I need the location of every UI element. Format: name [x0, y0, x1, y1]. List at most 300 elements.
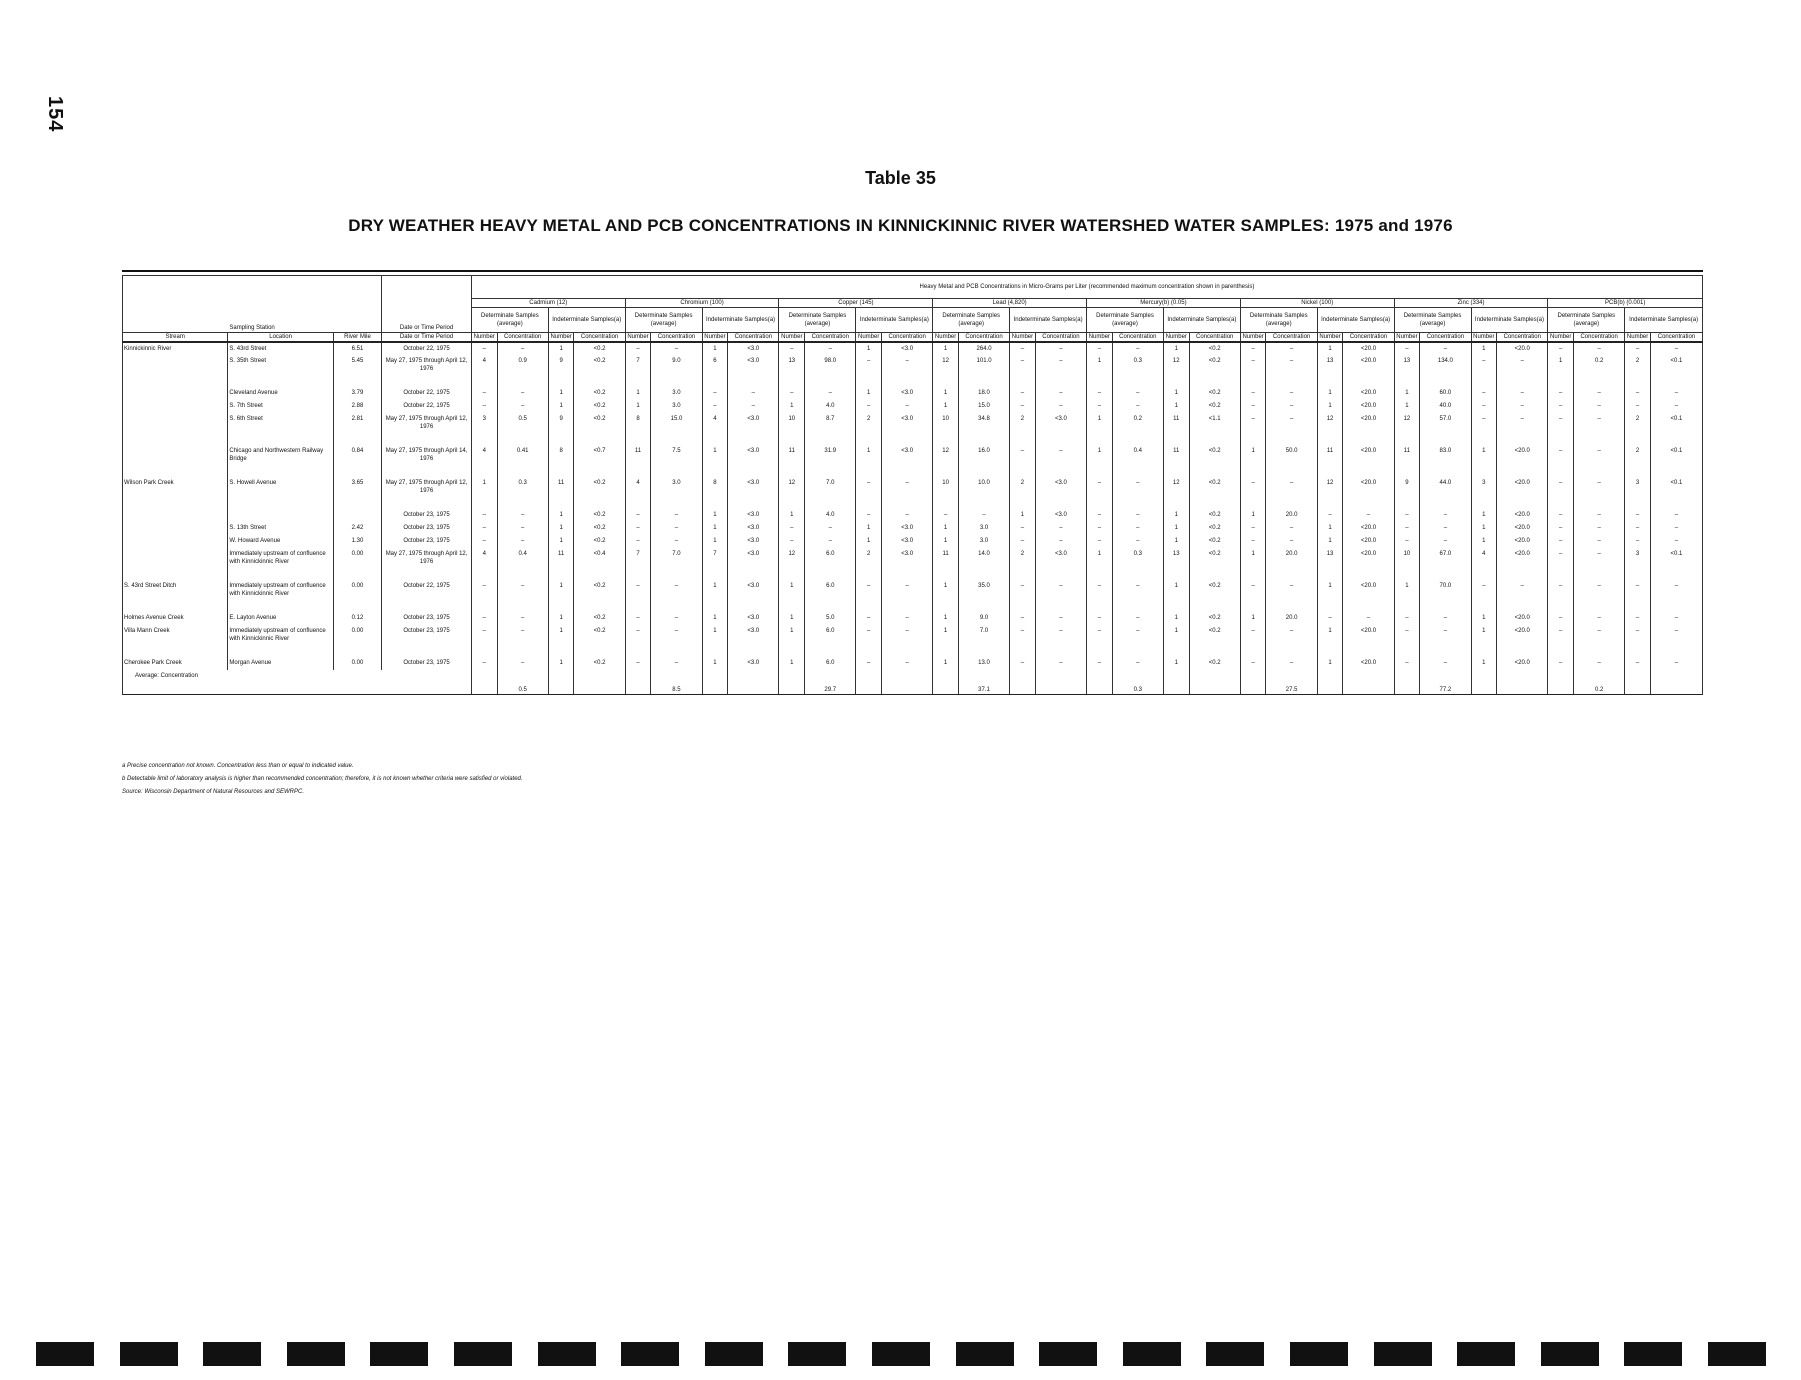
value-cell: –: [1548, 612, 1574, 625]
number-col-header: Number: [779, 333, 805, 343]
value-cell: 3: [1625, 477, 1651, 509]
value-cell: <0.2: [574, 509, 625, 522]
concentration-col-header: Concentration: [1343, 333, 1394, 343]
value-cell: 1: [1471, 509, 1497, 522]
table-row: [123, 355, 1703, 387]
average-value-cell: [625, 670, 651, 695]
average-value-cell: [1163, 670, 1189, 695]
value-cell: <3.0: [882, 387, 933, 400]
average-value-cell: [1625, 670, 1651, 695]
value-cell: 0.2: [1574, 355, 1625, 387]
value-cell: <20.0: [1343, 625, 1394, 657]
value-cell: –: [1650, 509, 1702, 522]
value-cell: 1: [1548, 355, 1574, 387]
value-cell: <0.2: [1189, 509, 1240, 522]
value-cell: 12: [1317, 413, 1343, 445]
value-cell: 31.9: [805, 445, 856, 477]
value-cell: 12: [933, 355, 959, 387]
value-cell: 44.0: [1420, 477, 1471, 509]
concentration-col-header: Concentration: [882, 333, 933, 343]
value-cell: 83.0: [1420, 445, 1471, 477]
value-cell: –: [1266, 535, 1317, 548]
value-cell: <3.0: [1035, 548, 1086, 580]
period-cell: May 27, 1975 through April 12, 1976: [382, 355, 472, 387]
value-cell: 6.0: [805, 657, 856, 670]
footnotes: [122, 760, 523, 799]
value-cell: <20.0: [1497, 509, 1548, 522]
value-cell: –: [1625, 580, 1651, 612]
value-cell: <20.0: [1497, 535, 1548, 548]
value-cell: –: [805, 535, 856, 548]
value-cell: 1: [1471, 522, 1497, 535]
value-cell: –: [1625, 509, 1651, 522]
river-mile-col-header: River Mile: [333, 333, 381, 343]
value-cell: –: [1266, 400, 1317, 413]
value-cell: <0.2: [574, 535, 625, 548]
indeterminate-samples-header: Indeterminate Samples(a): [1010, 308, 1087, 333]
value-cell: –: [1574, 387, 1625, 400]
value-cell: –: [1112, 400, 1163, 413]
stream-cell: [123, 355, 228, 387]
value-cell: –: [1420, 657, 1471, 670]
value-cell: <20.0: [1497, 612, 1548, 625]
value-cell: 1: [1163, 522, 1189, 535]
data-table: [122, 275, 1703, 695]
value-cell: –: [1266, 387, 1317, 400]
value-cell: 1: [1394, 580, 1420, 612]
value-cell: –: [1087, 387, 1113, 400]
location-cell: Cleveland Avenue: [228, 387, 333, 400]
value-cell: 1: [702, 342, 728, 355]
stream-cell: [123, 548, 228, 580]
value-cell: 1: [933, 657, 959, 670]
value-cell: –: [1574, 535, 1625, 548]
value-cell: <0.1: [1650, 413, 1702, 445]
value-cell: 3.0: [651, 387, 702, 400]
value-cell: –: [1650, 522, 1702, 535]
value-cell: 1: [1471, 342, 1497, 355]
value-cell: –: [1343, 612, 1394, 625]
value-cell: <0.2: [1189, 387, 1240, 400]
concentration-col-header: Concentration: [805, 333, 856, 343]
determinate-samples-header: Determinate Samples (average): [1394, 308, 1471, 333]
value-cell: –: [882, 477, 933, 509]
value-cell: <20.0: [1343, 522, 1394, 535]
value-cell: 12: [779, 477, 805, 509]
value-cell: 4.0: [805, 509, 856, 522]
value-cell: –: [625, 522, 651, 535]
location-cell: S. 13th Street: [228, 522, 333, 535]
value-cell: <0.2: [1189, 400, 1240, 413]
value-cell: –: [882, 625, 933, 657]
stream-cell: Wilson Park Creek: [123, 477, 228, 509]
value-cell: –: [856, 400, 882, 413]
value-cell: 3.0: [651, 400, 702, 413]
period-col-header: Date or Time Period: [382, 333, 472, 343]
river-mile-cell: 3.79: [333, 387, 381, 400]
average-value-cell: 77.2: [1420, 670, 1471, 695]
value-cell: –: [1010, 535, 1036, 548]
value-cell: –: [471, 625, 497, 657]
concentration-col-header: Concentration: [1497, 333, 1548, 343]
value-cell: <0.2: [574, 580, 625, 612]
value-cell: 15.0: [958, 400, 1009, 413]
value-cell: –: [1548, 387, 1574, 400]
average-value-cell: 29.7: [805, 670, 856, 695]
value-cell: –: [1650, 657, 1702, 670]
source-note: Source: Wisconsin Department of Natural Resources and SEWRPC.: [122, 789, 305, 795]
value-cell: <3.0: [882, 535, 933, 548]
value-cell: 1: [856, 522, 882, 535]
average-value-cell: 27.5: [1266, 670, 1317, 695]
average-value-cell: [1343, 670, 1394, 695]
value-cell: <0.1: [1650, 355, 1702, 387]
value-cell: 1: [471, 477, 497, 509]
number-col-header: Number: [1317, 333, 1343, 343]
value-cell: 2: [1010, 477, 1036, 509]
stream-cell: S. 43rd Street Ditch: [123, 580, 228, 612]
value-cell: –: [1266, 477, 1317, 509]
value-cell: 1: [856, 445, 882, 477]
value-cell: –: [651, 342, 702, 355]
indeterminate-samples-header: Indeterminate Samples(a): [1317, 308, 1394, 333]
value-cell: 1: [1163, 535, 1189, 548]
value-cell: –: [497, 509, 548, 522]
value-cell: 0.3: [497, 477, 548, 509]
value-cell: –: [1497, 400, 1548, 413]
value-cell: 1: [1163, 580, 1189, 612]
value-cell: 1: [1240, 445, 1266, 477]
value-cell: –: [933, 509, 959, 522]
stream-cell: [123, 509, 228, 522]
value-cell: 1: [625, 400, 651, 413]
value-cell: –: [1471, 413, 1497, 445]
value-cell: 1: [548, 400, 574, 413]
concentration-col-header: Concentration: [1112, 333, 1163, 343]
value-cell: <0.2: [574, 657, 625, 670]
value-cell: –: [1548, 625, 1574, 657]
value-cell: –: [1625, 387, 1651, 400]
footnote-b: b Detectable limit of laboratory analysis is higher than recommended concentration; therefore, it is not known whether criteria were satisfied or violated.: [122, 776, 523, 782]
river-mile-cell: 3.65: [333, 477, 381, 509]
value-cell: –: [1650, 387, 1702, 400]
value-cell: 1: [1471, 657, 1497, 670]
value-cell: 4: [1471, 548, 1497, 580]
value-cell: 11: [779, 445, 805, 477]
value-cell: –: [728, 400, 779, 413]
value-cell: –: [1035, 355, 1086, 387]
table-row: [123, 400, 1703, 413]
value-cell: 6: [702, 355, 728, 387]
value-cell: 101.0: [958, 355, 1009, 387]
value-cell: –: [1010, 445, 1036, 477]
value-cell: 7: [625, 355, 651, 387]
value-cell: –: [1394, 612, 1420, 625]
period-cell: October 22, 1975: [382, 580, 472, 612]
number-col-header: Number: [471, 333, 497, 343]
determinate-samples-header: Determinate Samples (average): [625, 308, 702, 333]
table-row: [123, 342, 1703, 355]
average-row: [123, 670, 1703, 695]
value-cell: –: [1087, 342, 1113, 355]
number-col-header: Number: [702, 333, 728, 343]
value-cell: 1: [1163, 625, 1189, 657]
average-value-cell: [728, 670, 779, 695]
value-cell: 12: [1163, 477, 1189, 509]
value-cell: <20.0: [1343, 387, 1394, 400]
value-cell: –: [497, 342, 548, 355]
value-cell: –: [1112, 477, 1163, 509]
value-cell: –: [1625, 535, 1651, 548]
value-cell: 20.0: [1266, 509, 1317, 522]
value-cell: 1: [933, 522, 959, 535]
location-cell: Morgan Avenue: [228, 657, 333, 670]
value-cell: <0.2: [1189, 580, 1240, 612]
average-value-cell: [1471, 670, 1497, 695]
value-cell: –: [1394, 509, 1420, 522]
value-cell: 1: [702, 445, 728, 477]
value-cell: 1: [1163, 342, 1189, 355]
value-cell: 12: [1163, 355, 1189, 387]
value-cell: 1: [779, 657, 805, 670]
period-cell: October 23, 1975: [382, 509, 472, 522]
value-cell: 13: [779, 355, 805, 387]
period-cell: October 23, 1975: [382, 612, 472, 625]
value-cell: 264.0: [958, 342, 1009, 355]
value-cell: 1: [933, 342, 959, 355]
stream-cell: [123, 535, 228, 548]
value-cell: 1: [702, 535, 728, 548]
value-cell: –: [1087, 657, 1113, 670]
value-cell: –: [1574, 580, 1625, 612]
average-value-cell: [1087, 670, 1113, 695]
value-cell: 1: [856, 535, 882, 548]
value-cell: 1: [548, 612, 574, 625]
value-cell: –: [1574, 413, 1625, 445]
location-cell: S. 43rd Street: [228, 342, 333, 355]
concentration-col-header: Concentration: [1189, 333, 1240, 343]
value-cell: 2: [1625, 413, 1651, 445]
average-value-cell: [1240, 670, 1266, 695]
value-cell: –: [471, 657, 497, 670]
value-cell: <20.0: [1497, 342, 1548, 355]
metal-header: Mercury(b) (0.05): [1087, 299, 1241, 308]
value-cell: –: [1420, 342, 1471, 355]
value-cell: –: [1266, 657, 1317, 670]
value-cell: <0.2: [1189, 522, 1240, 535]
average-value-cell: 0.3: [1112, 670, 1163, 695]
value-cell: –: [1087, 625, 1113, 657]
value-cell: 14.0: [958, 548, 1009, 580]
value-cell: –: [1471, 400, 1497, 413]
value-cell: <3.0: [728, 413, 779, 445]
value-cell: 13.0: [958, 657, 1009, 670]
value-cell: –: [1035, 387, 1086, 400]
value-cell: <0.1: [1650, 445, 1702, 477]
value-cell: –: [651, 612, 702, 625]
value-cell: –: [1317, 612, 1343, 625]
value-cell: 8.7: [805, 413, 856, 445]
value-cell: 8: [548, 445, 574, 477]
river-mile-cell: 0.00: [333, 625, 381, 657]
indeterminate-samples-header: Indeterminate Samples(a): [548, 308, 625, 333]
value-cell: 1: [856, 342, 882, 355]
value-cell: 10: [779, 413, 805, 445]
value-cell: 1: [1163, 400, 1189, 413]
value-cell: <20.0: [1343, 535, 1394, 548]
value-cell: <0.2: [574, 477, 625, 509]
value-cell: –: [1035, 400, 1086, 413]
value-cell: –: [856, 477, 882, 509]
value-cell: <20.0: [1343, 657, 1394, 670]
value-cell: –: [651, 580, 702, 612]
value-cell: –: [1574, 477, 1625, 509]
value-cell: <3.0: [1035, 477, 1086, 509]
concentration-group-header: Heavy Metal and PCB Concentrations in Micro-Grams per Liter (recommended maximum concentration shown in parenthesis): [471, 276, 1702, 299]
value-cell: –: [1240, 413, 1266, 445]
value-cell: –: [1420, 509, 1471, 522]
value-cell: 1: [1317, 625, 1343, 657]
value-cell: –: [625, 342, 651, 355]
value-cell: –: [1548, 535, 1574, 548]
location-cell: S. Howell Avenue: [228, 477, 333, 509]
average-value-cell: [1394, 670, 1420, 695]
value-cell: <20.0: [1497, 522, 1548, 535]
value-cell: –: [471, 580, 497, 612]
value-cell: –: [1650, 625, 1702, 657]
value-cell: <20.0: [1497, 548, 1548, 580]
river-mile-cell: 2.81: [333, 413, 381, 445]
value-cell: 1: [933, 625, 959, 657]
value-cell: –: [497, 657, 548, 670]
value-cell: –: [471, 342, 497, 355]
value-cell: –: [1548, 477, 1574, 509]
period-cell: May 27, 1975 through April 12, 1976: [382, 548, 472, 580]
value-cell: 6.0: [805, 580, 856, 612]
metal-header: Zinc (334): [1394, 299, 1548, 308]
value-cell: 10: [933, 477, 959, 509]
number-col-header: Number: [1394, 333, 1420, 343]
value-cell: 3: [1471, 477, 1497, 509]
value-cell: <0.2: [1189, 548, 1240, 580]
value-cell: –: [1343, 509, 1394, 522]
value-cell: –: [497, 535, 548, 548]
value-cell: –: [856, 580, 882, 612]
value-cell: –: [1266, 625, 1317, 657]
river-mile-cell: 2.42: [333, 522, 381, 535]
value-cell: –: [702, 387, 728, 400]
value-cell: –: [1471, 580, 1497, 612]
value-cell: –: [1240, 580, 1266, 612]
value-cell: <0.2: [574, 400, 625, 413]
value-cell: –: [1112, 387, 1163, 400]
average-value-cell: [779, 670, 805, 695]
value-cell: <0.2: [574, 612, 625, 625]
value-cell: 3: [471, 413, 497, 445]
value-cell: –: [1010, 657, 1036, 670]
stream-cell: Cherokee Park Creek: [123, 657, 228, 670]
value-cell: –: [1266, 342, 1317, 355]
value-cell: 1: [548, 625, 574, 657]
value-cell: <0.2: [1189, 625, 1240, 657]
value-cell: –: [1420, 535, 1471, 548]
value-cell: –: [805, 387, 856, 400]
value-cell: –: [805, 342, 856, 355]
value-cell: 6.0: [805, 548, 856, 580]
stream-cell: [123, 413, 228, 445]
period-cell: October 22, 1975: [382, 400, 472, 413]
value-cell: 1: [1163, 657, 1189, 670]
period-cell: May 27, 1975 through April 12, 1976: [382, 413, 472, 445]
value-cell: –: [625, 535, 651, 548]
value-cell: 13: [1394, 355, 1420, 387]
number-col-header: Number: [1163, 333, 1189, 343]
value-cell: 1: [933, 535, 959, 548]
value-cell: <0.2: [1189, 445, 1240, 477]
value-cell: –: [1574, 400, 1625, 413]
value-cell: <20.0: [1343, 548, 1394, 580]
period-cell: October 22, 1975: [382, 342, 472, 355]
value-cell: –: [1574, 509, 1625, 522]
value-cell: –: [651, 522, 702, 535]
value-cell: 1: [1471, 445, 1497, 477]
value-cell: 1: [1163, 509, 1189, 522]
stream-cell: [123, 522, 228, 535]
river-mile-cell: 6.51: [333, 342, 381, 355]
footnote-a: a Precise concentration not known. Concentration less than or equal to indicated value.: [122, 763, 354, 769]
value-cell: 1: [1087, 445, 1113, 477]
value-cell: –: [779, 387, 805, 400]
value-cell: –: [1548, 509, 1574, 522]
river-mile-cell: 5.45: [333, 355, 381, 387]
value-cell: 1: [1240, 548, 1266, 580]
value-cell: –: [471, 535, 497, 548]
value-cell: 1: [1010, 509, 1036, 522]
value-cell: 1: [856, 387, 882, 400]
stream-cell: [123, 445, 228, 477]
value-cell: <3.0: [728, 342, 779, 355]
value-cell: <3.0: [882, 548, 933, 580]
value-cell: –: [1010, 612, 1036, 625]
value-cell: –: [856, 509, 882, 522]
value-cell: 15.0: [651, 413, 702, 445]
value-cell: 1: [1394, 400, 1420, 413]
number-col-header: Number: [1548, 333, 1574, 343]
value-cell: <3.0: [728, 657, 779, 670]
determinate-samples-header: Determinate Samples (average): [1548, 308, 1625, 333]
value-cell: <3.0: [728, 535, 779, 548]
table-row: [123, 477, 1703, 509]
average-value-cell: [1650, 670, 1702, 695]
value-cell: –: [1625, 657, 1651, 670]
value-cell: 10: [1394, 548, 1420, 580]
value-cell: –: [1010, 355, 1036, 387]
concentration-col-header: Concentration: [1574, 333, 1625, 343]
period-cell: May 27, 1975 through April 12, 1976: [382, 477, 472, 509]
number-col-header: Number: [1087, 333, 1113, 343]
value-cell: 0.41: [497, 445, 548, 477]
average-value-cell: [1189, 670, 1240, 695]
stream-cell: Kinnickinnic River: [123, 342, 228, 355]
value-cell: –: [1394, 535, 1420, 548]
value-cell: –: [1574, 522, 1625, 535]
value-cell: 1: [548, 535, 574, 548]
value-cell: 0.9: [497, 355, 548, 387]
value-cell: 12: [1394, 413, 1420, 445]
value-cell: –: [1471, 355, 1497, 387]
number-col-header: Number: [1625, 333, 1651, 343]
value-cell: 11: [1317, 445, 1343, 477]
